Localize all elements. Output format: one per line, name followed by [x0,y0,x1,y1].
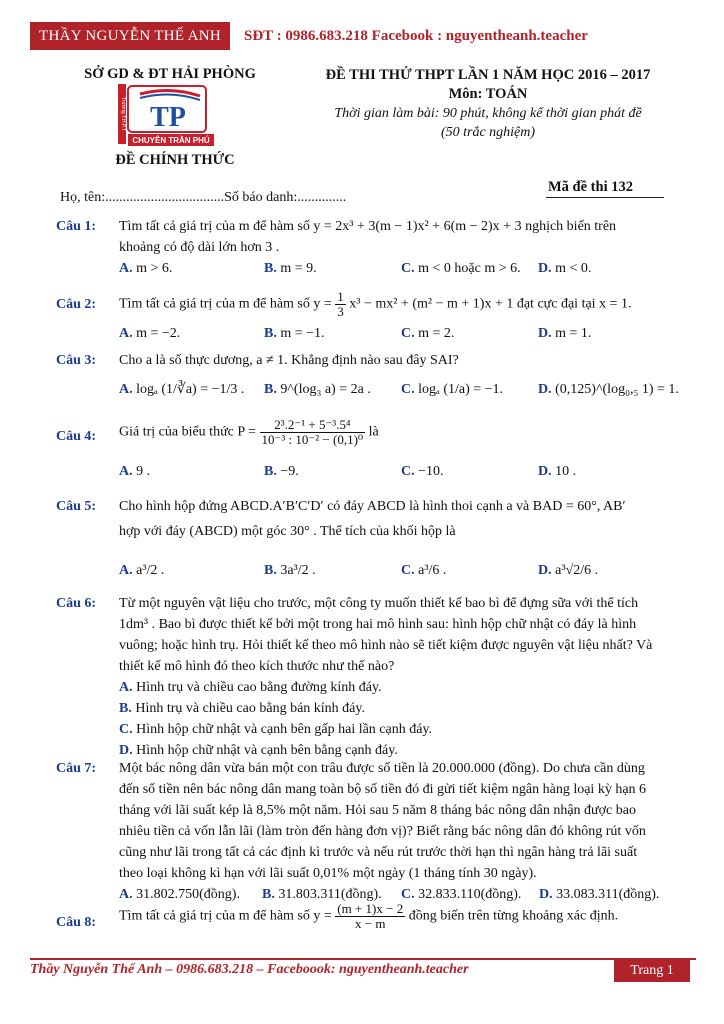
question-label: Câu 4: [56,429,97,444]
header-right [298,66,678,142]
option-a: A. m = −2. [119,326,181,341]
question-1 [56,216,676,280]
question-label: Câu 2: [56,297,97,312]
teacher-name-badge: THẦY NGUYỄN THẾ ANH [30,22,230,50]
question-count: (50 trắc nghiệm) [440,125,536,140]
option-b: B. Hình trụ và chiều cao bằng bán kính đáy. [119,701,365,716]
question-8 [56,902,676,931]
question-label: Câu 5: [56,499,97,514]
question-text: thiết kế mô hình đó theo kích thước như thế nào? [119,659,395,674]
question-text: đến số tiền nên bác nông dân mang toàn bộ số tiền đó đi gửi tiết kiệm ngân hàng loại kỳ hạn 6 [119,782,647,797]
question-3 [56,350,679,401]
options-row [119,379,679,401]
question-text: cũng như lãi trong tất cả các định kì trước và nếu rút trước thời hạn thì ngân hàng trả lãi suất [119,845,638,860]
question-text: 1dm³ . Bao bì được thiết kế bởi một trong hai mô hình sau: hình hộp chữ nhật có đáy là hình [119,617,637,632]
option-a: A. m > 6. [119,261,173,276]
page-number: Trang 1 [614,960,690,982]
question-label: Câu 1: [56,219,97,234]
options-row [119,461,676,483]
question-text: nhiêu tiền cả vốn lẫn lãi (làm tròn đến hàng đơn vị)? Biết rằng bác nông dân đó không rút vốn [119,824,646,839]
option-b: B. 9^(log₃ a) = 2a . [264,382,371,397]
option-d: D. 33.083.311(đồng). [539,887,660,902]
department-name: SỞ GD & ĐT HẢI PHÒNG [84,66,256,82]
question-text: Cho hình hộp đứng ABCD.A′B′C′D′ có đáy ABCD là hình thoi cạnh a và BAD = 60°, AB′ [119,499,626,514]
question-label: Câu 7: [56,761,97,776]
option-b: B. m = 9. [264,261,317,276]
option-b: B. −9. [264,464,299,479]
option-c: C. m = 2. [401,326,455,341]
question-text: Tìm tất cả giá trị của m để hàm số y = $\frac{(m + 1)x - 2}{x - m}$ đồng biến trên từng khoảng xác định. [119,901,619,931]
options-row [119,258,676,280]
question-text: Tìm tất cả giá trị của m để hàm số y = 2x³ + 3(m − 1)x² + 6(m − 2)x + 3 nghịch biến trên [119,219,617,234]
question-text: Giá trị của biểu thức P = $\frac{\text{2³.2⁻¹ + 5⁻³.5⁴}}{\text{10⁻³ : 10⁻² − (0,1)⁰}}$ là [119,417,379,447]
question-2 [56,290,676,345]
question-text: Từ một nguyên vật liệu cho trước, một công ty muốn thiết kế bao bì để đựng sữa với thể tích [119,596,639,611]
subject: Môn: TOÁN [448,86,528,102]
question-label: Câu 3: [56,353,97,368]
student-info-line: Họ, tên:..................................Số báo danh:.............. [60,190,347,205]
option-c: C. a³/6 . [401,563,447,578]
question-text: Một bác nông dân vừa bán một con trâu được số tiền là 20.000.000 (đồng). Do chưa cần dùng [119,761,645,776]
contact-info: SĐT : 0986.683.218 Facebook : nguyentheanh.teacher [244,28,588,44]
option-d: D. (0,125)^(log₀,₅ 1) = 1. [538,382,679,397]
exam-code-underline [546,197,664,198]
option-a: A. Hình trụ và chiều cao bằng đường kính đáy. [119,680,382,695]
question-text: hợp với đáy (ABCD) một góc 30° . Thể tích của khối hộp là [119,524,456,539]
option-d: D. 10 . [538,464,577,479]
official-label: ĐỀ CHÍNH THỨC [115,152,235,168]
top-banner [30,22,696,50]
option-c: C. m < 0 hoặc m > 6. [401,261,521,276]
question-text: tháng với lãi suất kép là 8,5% một năm. Hỏi sau 5 năm 8 tháng bác nông dân nhận được bao [119,803,636,818]
question-5 [56,496,676,582]
logo-text: CHUYÊN TRẦN PHÚ [132,136,210,145]
question-7 [56,758,676,906]
question-label: Câu 6: [56,596,97,611]
school-logo [110,84,222,150]
header-left [60,66,280,83]
time-limit: Thời gian làm bài: 90 phút, không kể thời gian phát đề [334,106,642,121]
options-row [119,323,676,345]
option-c: C. Hình hộp chữ nhật và cạnh bên gấp hai lần cạnh đáy. [119,722,433,737]
option-a: A. 31.802.750(đồng). [119,887,240,902]
question-4 [56,418,676,483]
option-d: D. Hình hộp chữ nhật và cạnh bên bằng cạnh đáy. [119,743,398,758]
question-label: Câu 8: [56,915,97,930]
question-text: Cho a là số thực dương, a ≠ 1. Khẳng định nào sau đây SAI? [119,353,459,368]
question-text: theo loại không kì hạn với lãi suất 0,01% một ngày (1 tháng tính 30 ngày). [119,866,537,881]
option-c: C. 32.833.110(đồng). [401,887,522,902]
option-b: B. 3a³/2 . [264,563,316,578]
footer-text: Thầy Nguyễn Thế Anh – 0986.683.218 – Faceboook: nguyentheanh.teacher [30,962,469,977]
option-a: A. 9 . [119,464,151,479]
option-a: A. a³/2 . [119,563,165,578]
question-6 [56,593,676,761]
question-text: vuông; hoặc hình trụ. Hỏi thiết kế theo mô hình nào sẽ tiết kiệm được nguyên vật liệu nhất? Và [119,638,653,653]
exam-code: Mã đề thi 132 [548,179,633,195]
logo-letters: TP [150,102,186,133]
option-b: B. m = −1. [264,326,325,341]
option-d: D. m = 1. [538,326,592,341]
question-text: khoảng có độ dài lớn hơn 3 . [119,240,280,255]
option-a: A. logₐ (1/∛a) = −1/3 . [119,382,245,397]
logo-side-text: Trường T.H.P.T [120,96,126,132]
option-c: C. −10. [401,464,444,479]
option-c: C. logₐ (1/a) = −1. [401,382,504,397]
footer-divider [30,958,696,960]
option-d: D. a³√2/6 . [538,563,599,578]
options-row [119,560,676,582]
question-text: Tìm tất cả giá trị của m để hàm số y = $\frac{1}{3}$ x³ − mx² + (m² − m + 1)x + 1 đạt cực đại tại x = 1. [119,289,632,319]
option-b: B. 31.803.311(đồng). [262,887,382,902]
option-d: D. m < 0. [538,261,592,276]
exam-title: ĐỀ THI THỬ THPT LẦN 1 NĂM HỌC 2016 – 2017 [325,67,651,83]
